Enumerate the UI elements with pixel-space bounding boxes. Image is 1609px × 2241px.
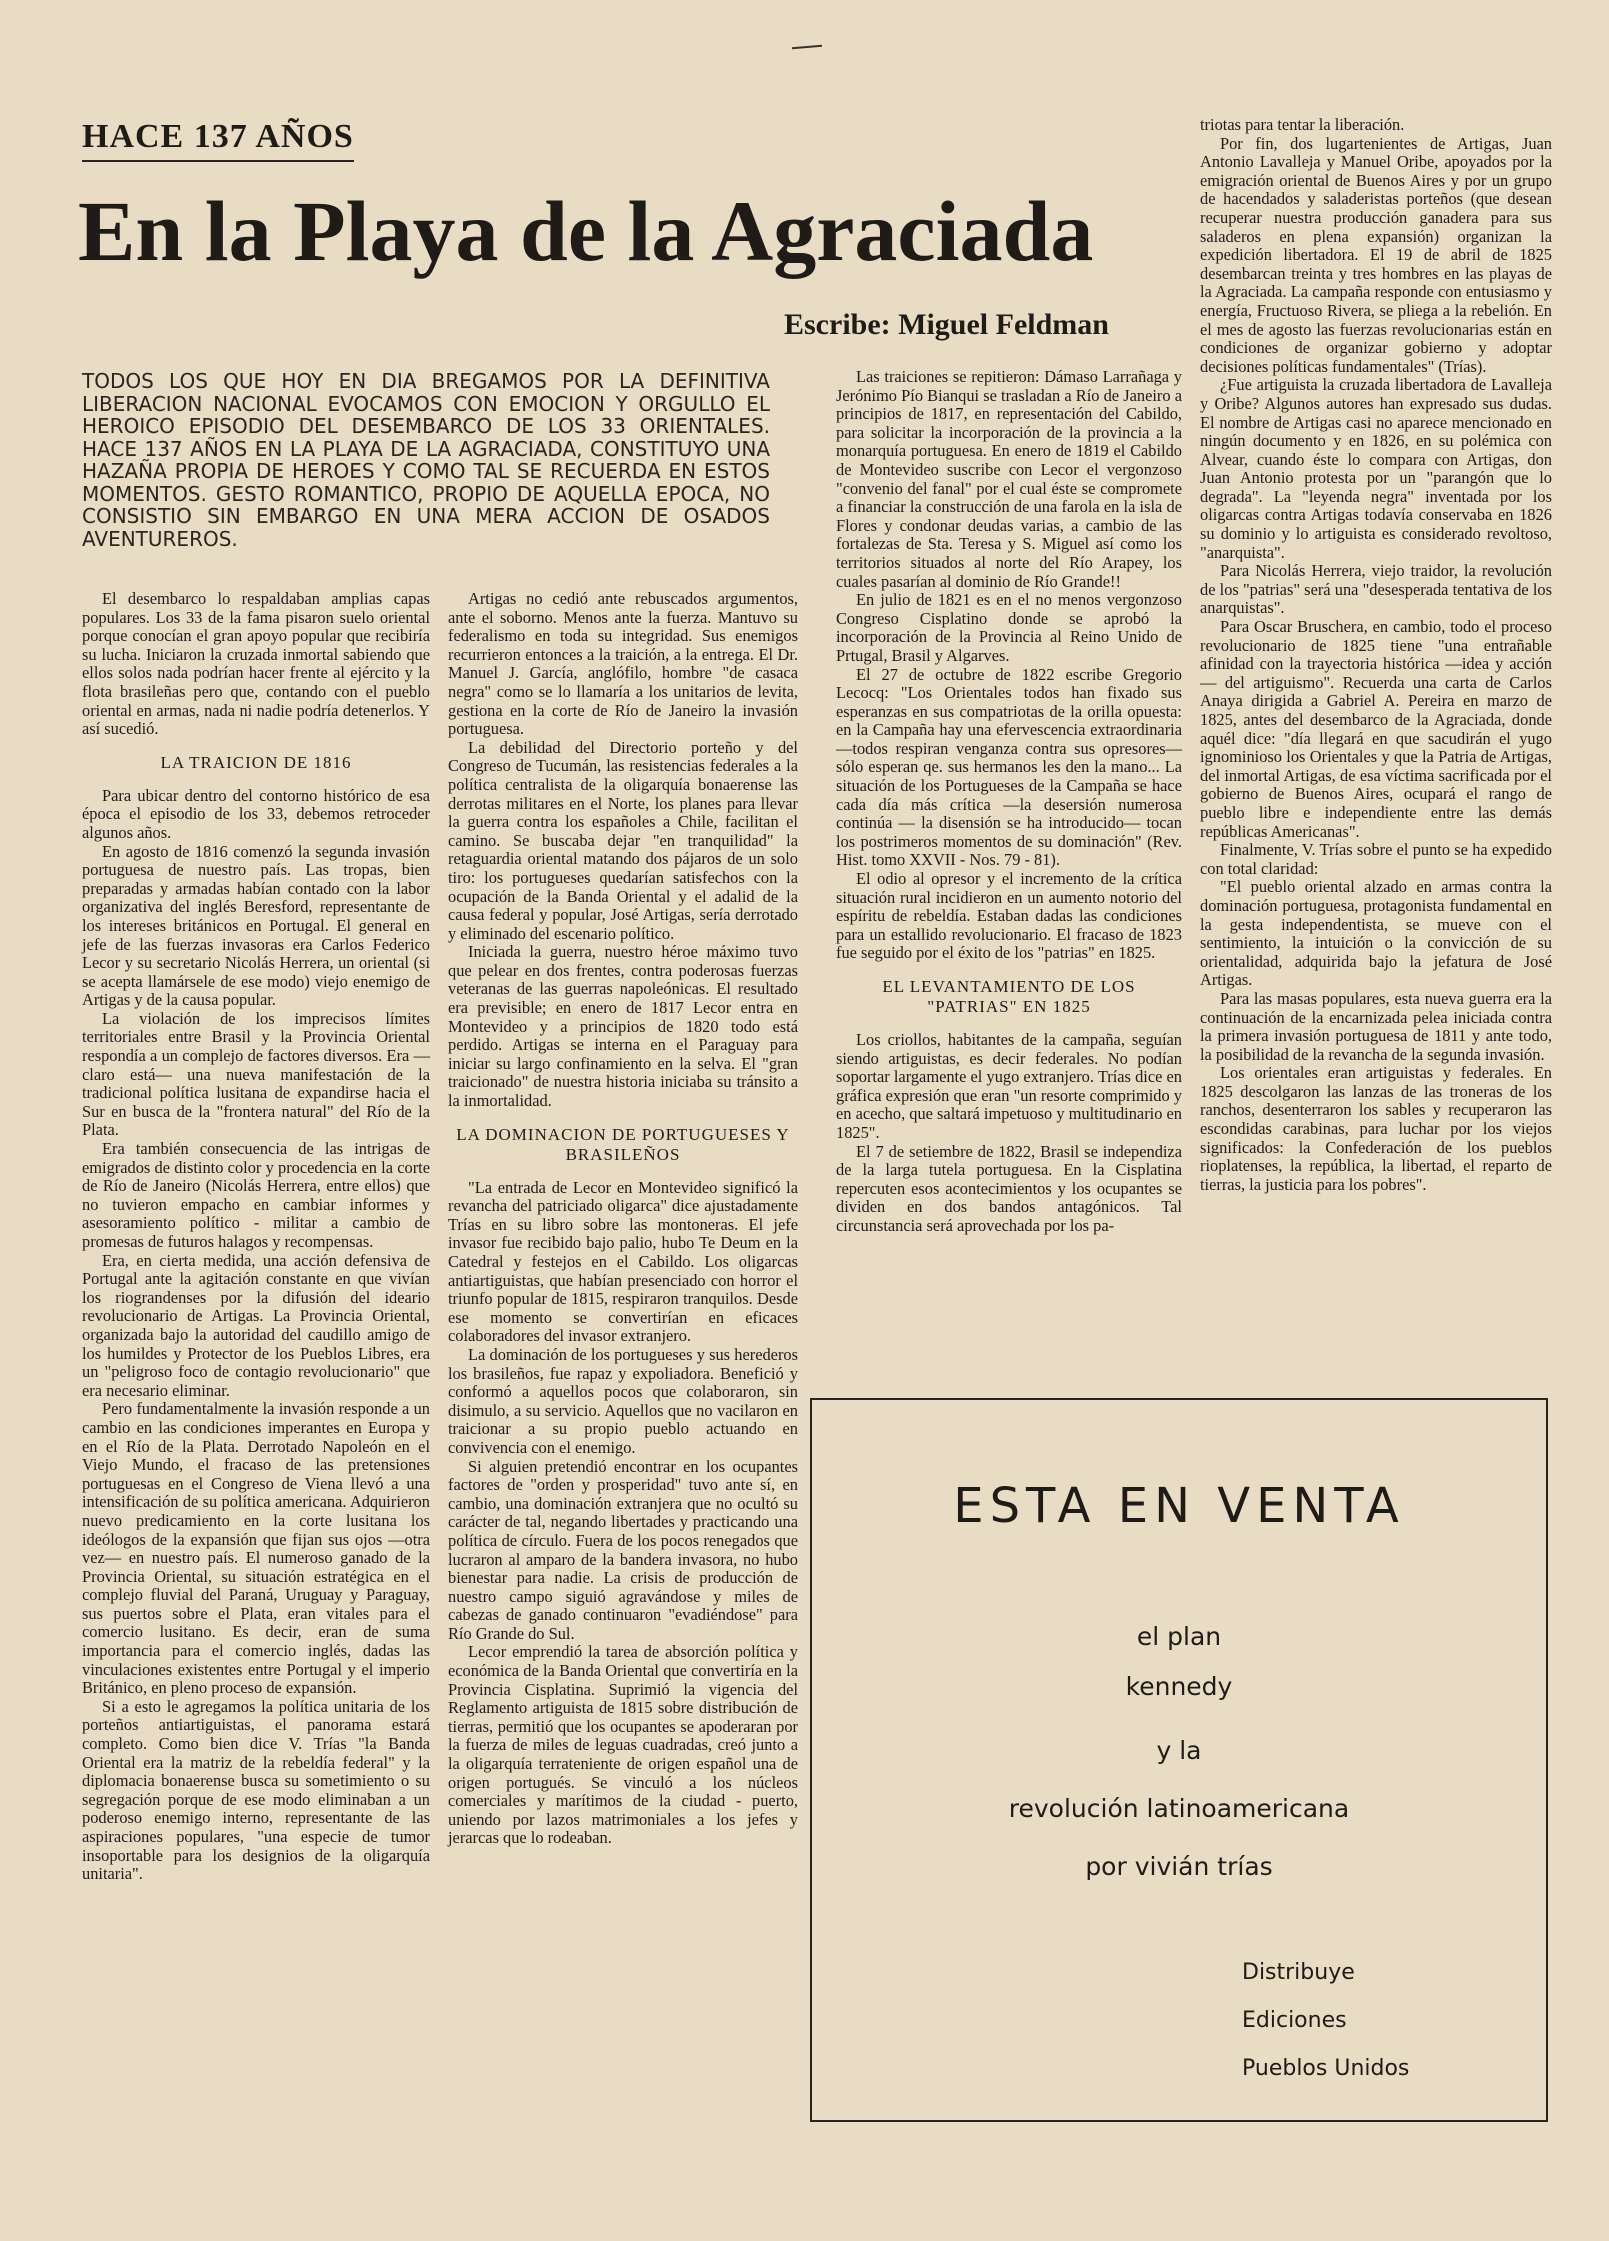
ad-line: por vivián trías	[1085, 1852, 1273, 1881]
ad-distributor: Pueblos Unidos	[1242, 2056, 1410, 2081]
paragraph: En agosto de 1816 comenzó la segunda invasión portuguesa de nuestro país. Las tropas, bien preparadas y armadas habían contado con la labor organizativa del inglés Beresford, representante de los intereses británicos en Portugal. El general en jefe de las fuerzas invasoras era Carlos Federico Lecor y su secretario Nicolás Herrera, un oriental (si se acepta llamársele de ese modo) viejo enemigo de Artigas y de la causa popular.	[82, 841, 430, 1010]
paragraph: El desembarco lo respaldaban amplias capas populares. Los 33 de la fama pisaron suelo oriental porque conocían el gran apoyo popular que recibiría su lucha. Iniciaron la cruzada inmortal sabiendo que ellos solos nada podrían hacer frente al ejército y la flota brasileñas pero que, contando con el pueblo oriental en armas, nada ni nadie podría detenerlos. Y así sucedió.	[82, 589, 430, 739]
paragraph: Lecor emprendió la tarea de absorción política y económica de la Banda Oriental que convertiría en la Provincia Cisplatina. Suprimió la vigencia del Reglamento artiguista de 1815 sobre distribución de tierras, permitió que los ocupantes se apoderaran por la fuerza de miles de leguas cuadradas, creó junto a la oligarquía terrateniente de origen español una de origen portugués. Se vinculó a los núcleos comerciales y marítimos de la ciudad - puerto, uniendo por lazos matrimoniales a los jefes y jerarcas que lo rodeaban.	[448, 1642, 798, 1848]
section-heading: LA TRAICION DE 1816	[160, 752, 352, 772]
lede-paragraph: TODOS LOS QUE HOY EN DIA BREGAMOS POR LA DEFINITIVA LIBERACION NACIONAL EVOCAMOS CON EMOCION Y ORGULLO EL HEROICO EPISODIO DEL DESEMBARCO DE LOS 33 ORIENTALES. HACE 137 AÑOS EN LA PLAYA DE LA AGRACIADA, CONSTITUYO UNA HAZAÑA PROPIA DE HEROES Y COMO TAL SE RECUERDA EN ESTOS MOMENTOS. GESTO ROMANTICO, PROPIO DE AQUELLA EPOCA, NO CONSISTIO SIN EMBARGO EN UNA MERA ACCION DE OSADOS AVENTUREROS.	[82, 369, 770, 551]
paragraph: Era también consecuencia de las intrigas de emigrados de distinto color y procedencia en la corte de Río de Janeiro (Nicolás Herrera, entre ellos) que no tuvieron empacho en cambiar informes y asesoramiento político - militar a cambio de promesas de futuros halagos y recompensas.	[82, 1139, 430, 1251]
paragraph: La debilidad del Directorio porteño y del Congreso de Tucumán, las resistencias federales a la política centralista de la oligarquía bonaerense las derrotas militares en el Norte, los planes para llevar la guerra contra los españoles a Chile, facilitan el camino. Se buscaba dejar "en tranquilidad" la retaguardia oriental matando dos pájaros de un solo tiro: los portugueses quedarían satisfechos con la ocupación de la Banda Oriental y el adalid de la causa federal y popular, José Artigas, sería derrotado y eliminado del escenario político.	[448, 737, 798, 943]
paragraph: Era, en cierta medida, una acción defensiva de Portugal ante la agitación constante en que vivían los riograndenses por la difusión del ideario revolucionario de Artigas. La Provincia Oriental, organizada bajo la autoridad del caudillo amigo de los humildes y Protector de los Pueblos Libres, era un "peligroso foco de contagio revolucionario" que era necesario eliminar.	[82, 1250, 430, 1400]
paragraph: Si alguien pretendió encontrar en los ocupantes factores de "orden y prosperidad" tuvo ante sí, en cambio, una dominación extranjera que no ocultó su carácter de tal, negando libertades y practicando una política de círculo. Fuera de los pocos renegados que lucraron al amparo de la bandera invasora, no hubo bienestar para nadie. La crisis de producción de nuestro campo siguió agravándose y miles de cabezas de ganado continuaron "evadiéndose" para Río Grande do Sul.	[448, 1456, 798, 1643]
byline: Escribe: Miguel Feldman	[784, 308, 1109, 341]
paragraph: Para Oscar Bruschera, en cambio, todo el proceso revolucionario de 1825 tiene "una entrañable afinidad con la trayectoria histórica —idea y acción— del artiguismo". Recuerda una carta de Carlos Anaya dirigida a Gabriel A. Pereira en marzo de 1825, antes del desembarco de la Agraciada, donde aquél dice: "día llegará en que sacudirán el yugo ignominioso los Orientales y que la Patria de Artigas, del inmortal Artigas, de esa víctima sacrificada por el gobierno de Buenos Aires, ocupará el rango de pueblo libre e independiente entre las demás repúblicas Americanas".	[1200, 617, 1552, 841]
ad-line: kennedy	[1125, 1672, 1233, 1701]
paragraph: La dominación de los portugueses y sus herederos los brasileños, fue rapaz y expoliadora. Benefició y conformó a aquellos pocos que colaboraron, sin disimulo, a su servicio. Aquellos que no vacilaron en traicionar a su propio pueblo actuando en convivencia con el enemigo.	[448, 1344, 798, 1457]
paragraph: "El pueblo oriental alzado en armas contra la dominación portuguesa, protagonista fundamental en la gesta independentista, se mueve con el sentimiento, la intuición o la convicción de su orientalidad, adquirida bajo la jefatura de José Artigas.	[1200, 877, 1552, 990]
paragraph: Finalmente, V. Trías sobre el punto se ha expedido con total claridad:	[1200, 840, 1552, 878]
paragraph: Por fin, dos lugartenientes de Artigas, Juan Antonio Lavalleja y Manuel Oribe, apoyados por la emigración oriental de Buenos Aires y por un grupo de hacendados y saladeristas porteños (que desean recuperar nuestra producción ganadera para sus saladeros en plena expansión) organizan la expedición libertadora. El 19 de abril de 1825 desembarcan treinta y tres hombres en las playas de la Agraciada. La campaña responde con entusiasmo y energía, Fructuoso Rivera, se pliega a la rebelión. En el mes de agosto las fuerzas revolucionarias están en condiciones de organizar gobierno y adoptar decisiones políticas fundamentales" (Trías).	[1200, 133, 1552, 376]
paragraph: En julio de 1821 es en el no menos vergonzoso Congreso Cisplatino donde se aprobó la incorporación de la Provincia al Reino Unido de Prtugal, Brasil y Algarves.	[836, 590, 1182, 665]
paragraph: Las traiciones se repitieron: Dámaso Larrañaga y Jerónimo Pío Bianqui se trasladan a Río de Janeiro a principios de 1817, en representación del Cabildo, para solicitar la incorporación de la provincia a la monarquía portuguesa. En enero de 1819 el Cabildo de Montevideo suscribe con Lecor el vergonzoso "convenio del fanal" por el cual éste se compromete a financiar la construcción de una farola en la isla de Flores y condonar deudas varias, a cambio de las fortalezas de Sta. Teresa y S. Miguel así como los territorios situados al norte del Río Arapey, los cuales pasarían al dominio de Río Grande!!	[836, 367, 1182, 591]
paragraph: Los orientales eran artiguistas y federales. En 1825 descolgaron las lanzas de las troneras de los ranchos, desenterraron los sables y recuperaron las escondidas carabinas, para luchar por los viejos significados: la Confederación de los pueblos rioplatenses, la república, la libertad, el reparto de tierras, la justicia para los pobres".	[1200, 1063, 1552, 1194]
paragraph: triotas para tentar la liberación.	[1200, 115, 1405, 134]
paragraph: El 7 de setiembre de 1822, Brasil se independiza de la larga tutela portuguesa. En la Cisplatina repercuten esos acontecimientos y los ocupantes se dividen en dos bandos antagónicos. Tal circunstancia será aprovechada por los pa-	[836, 1141, 1182, 1235]
paragraph: Pero fundamentalmente la invasión responde a un cambio en las condiciones imperantes en Europa y en el Río de la Plata. Derrotado Napoleón en el Viejo Mundo, el fracaso de las pretensiones portuguesas en el Congreso de Viena llevó a una intensificación de su política americana. Adquirieron nuevo predicamiento en la corte lusitana los ideólogos de la expansión que fijan sus ojos —otra vez— en nuestro país. El numeroso ganado de la Provincia Oriental, su situación estratégica en el complejo fluvial del Paraná, Uruguay y Paraguay, sus puertos sobre el Plata, eran vitales para el comercio lusitano. Es decir, eran de suma importancia para el comercio inglés, dadas las vinculaciones existentes entre Portugal y el imperio Británico, en pleno proceso de expansión.	[82, 1399, 430, 1698]
paragraph: Para ubicar dentro del contorno histórico de esa época el episodio de los 33, debemos retroceder algunos años.	[82, 785, 430, 842]
section-kicker: HACE 137 AÑOS	[82, 118, 354, 162]
ad-line: el plan	[1136, 1622, 1222, 1651]
paragraph: La violación de los imprecisos límites territoriales entre Brasil y la Provincia Oriental respondía a un complejo de factores diversos. Era —claro está— una nueva manifestación de la tradicional política lusitana de expandirse hacia el Sur en busca de la "frontera natural" del Río de la Plata.	[82, 1008, 430, 1140]
paragraph: El 27 de octubre de 1822 escribe Gregorio Lecocq: "Los Orientales todos han fixado sus esperanzas en sus compatriotas de la orilla opuesta: en la Campaña hay una efervescencia extraordinaria —todos respiran venganza contra sus opresores— sólo esperan qe. sus hermanos les den la mano... La situación de los Portugueses de la Campaña se hace cada día más crítica —la desersión numerosa continúa — la disensión se ha introducido— tocan los postrimeros momentos de su dominación" (Rev. Hist. tomo XXVII - Nos. 79 - 81).	[836, 664, 1182, 870]
paragraph: Para las masas populares, esta nueva guerra era la continuación de la encarnizada pelea iniciada contra la primera invasión portuguesa de 1811 y ante todo, la posibilidad de la revancha de la segunda invasión.	[1200, 988, 1552, 1064]
paragraph: Iniciada la guerra, nuestro héroe máximo tuvo que pelear en dos frentes, contra poderosas fuerzas veteranas de las guerras napoleónicas. El resultado era previsible; en enero de 1817 Lecor entra en Montevideo y a principios de 1820 todo está perdido. Artigas se interna en el Paraguay para iniciar su largo confinamiento en la selva. El "gran traicionado" de nuestra historia iniciaba su tránsito a la inmortalidad.	[448, 942, 798, 1111]
ink-mark	[792, 45, 822, 50]
paragraph: El odio al opresor y el incremento de la crítica situación rural incidieron en un aumento notorio del espíritu de rebeldía. Estaban dadas las condiciones para un estallido revolucionario. El fracaso de 1823 fue seguido por el éxito de los "patrias" en 1825.	[836, 869, 1182, 963]
advertisement-box	[810, 1398, 1548, 2122]
paragraph: Los criollos, habitantes de la campaña, seguían siendo artiguistas, es decir federales. No podían soportar largamente el yugo extranjero. Trías dice en gráfica expresión que eran "un resorte comprimido y en acecho, que saltará impetuoso y multitudinario en 1825".	[836, 1030, 1182, 1142]
ad-line: revolución latinoamericana	[1008, 1794, 1350, 1823]
paragraph: Si a esto le agregamos la política unitaria de los porteños antiartiguistas, el panorama estará completo. Como bien dice V. Trías "la Banda Oriental era la matriz de la rebeldía federal" y la diplomacia bonaerense busca su sometimiento o su segregación porque de ese modo eliminaban a un poderoso enemigo interno, representante de las aspiraciones populares, "una especie de tumor insoportable para los designios de la oligarquía unitaria".	[82, 1696, 430, 1884]
column-1	[82, 590, 430, 1884]
ad-line: y la	[1156, 1736, 1202, 1765]
paragraph: Artigas no cedió ante rebuscados argumentos, ante el soborno. Menos ante la fuerza. Mantuvo su federalismo en toda su integridad. Sus enemigos recurrieron entonces a la traición, a la entrega. El Dr. Manuel J. García, anglófilo, hombre "de casaca negra" como se lo llamaría a los unitarios de levita, gestiona en la corte de Río de Janeiro la invasión portuguesa.	[448, 589, 798, 739]
paragraph: "La entrada de Lecor en Montevideo significó la revancha del patriciado oligarca" dice ajustadamente Trías en su libro sobre las montoneras. El jefe invasor fue recibido bajo palio, hubo Te Deum en la Catedral y festejos en el Cabildo. Los oligarcas antiartiguistas, que habían presenciado con horror el triunfo popular de 1815, respiraron tranquilos. Desde ese momento se convertirían en eficaces colaboradores del invasor extranjero.	[448, 1177, 798, 1346]
paragraph: ¿Fue artiguista la cruzada libertadora de Lavalleja y Oribe? Algunos autores han expresado sus dudas. El nombre de Artigas casi no aparece mencionado en ningún documento y en 1826, en su polémica con Alvear, cuando éste lo compara con Artigas, don Juan Antonio protesta por un "parangón que lo degrada". La "leyenda negra" inventada por los oligarcas contra Artigas todavía conservaba en 1826 su dominio y lo artiguista es considerado revoltoso, "anarquista".	[1200, 375, 1552, 562]
column-4	[1200, 116, 1552, 1194]
ad-distributor: Distribuye	[1242, 1960, 1355, 1985]
paragraph: Para Nicolás Herrera, viejo traidor, la revolución de los "patrias" será una "desesperada tentativa de los anarquistas".	[1200, 561, 1552, 618]
column-3	[836, 368, 1182, 1236]
ad-distributor: Ediciones	[1242, 2008, 1347, 2033]
column-2	[448, 590, 798, 1848]
ad-title: ESTA EN VENTA	[953, 1478, 1405, 1534]
headline: En la Playa de la Agraciada	[78, 183, 1094, 279]
section-heading: EL LEVANTAMIENTO DE LOS "PATRIAS" EN 1825	[882, 977, 1136, 1016]
section-heading: LA DOMINACION DE PORTUGUESES Y BRASILEÑOS	[456, 1124, 790, 1164]
